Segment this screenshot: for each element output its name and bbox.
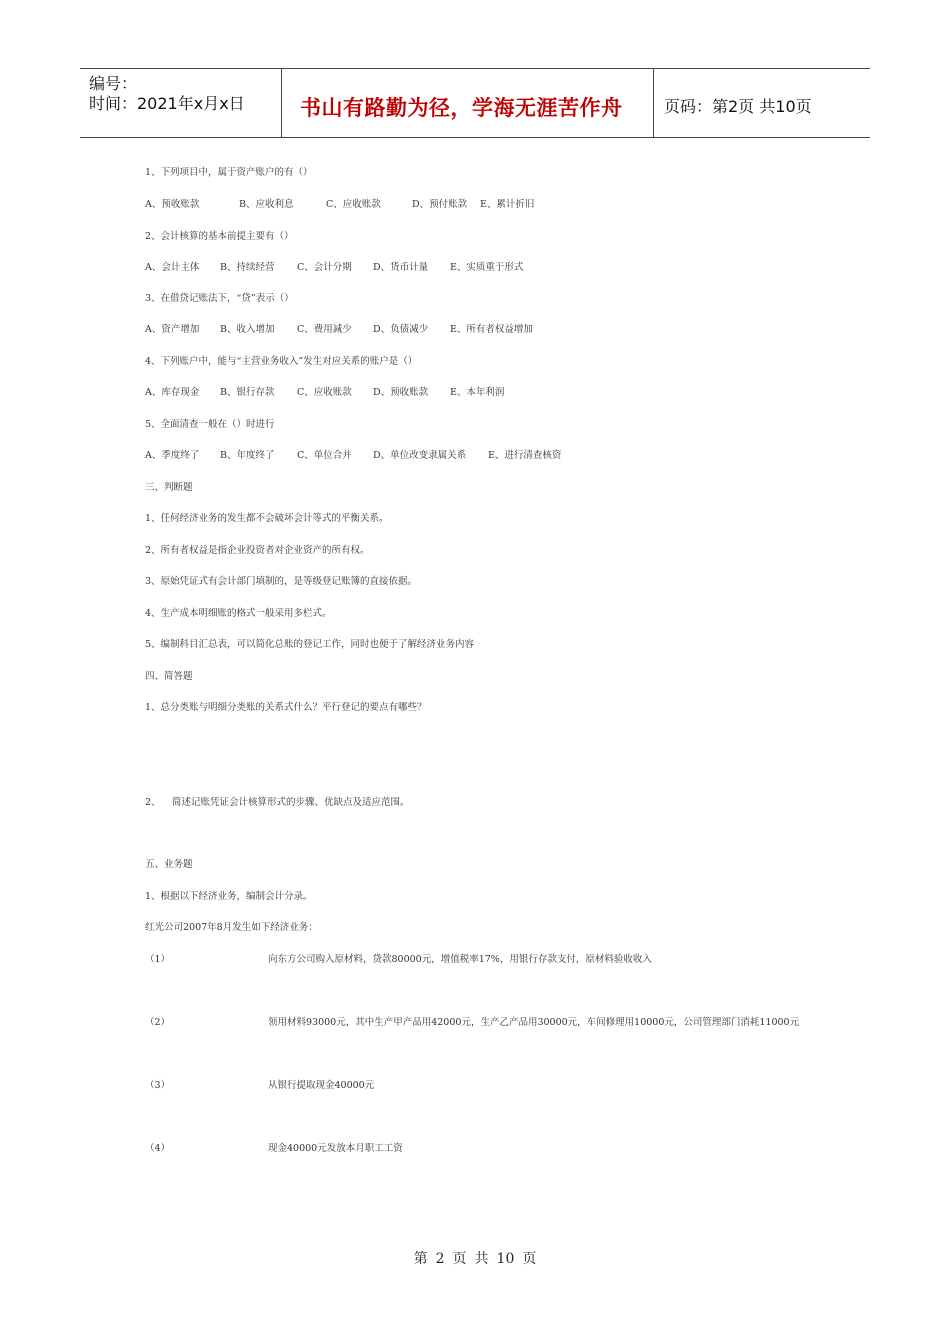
section-3-title: 三、判断题: [145, 482, 193, 493]
judgement-item-5: 5、编制科目汇总表，可以简化总账的登记工作，同时也便于了解经济业务内容: [145, 639, 475, 650]
question-4-option-a: A、库存现金: [145, 387, 200, 398]
business-item-2-text: 领用材料93000元，其中生产甲产品用42000元，生产乙产品用30000元，车间修理用10000元，公司管理部门消耗11000元: [268, 1017, 800, 1028]
short-answer-1: 1、总分类账与明细分类账的关系式什么？平行登记的要点有哪些？: [145, 702, 427, 713]
question-3-option-d: D、负债减少: [373, 324, 429, 335]
question-5-option-d: D、单位改变隶属关系: [373, 450, 467, 461]
question-2-option-d: D、货币计量: [373, 262, 429, 273]
header-motto-cell: [282, 69, 654, 137]
business-item-4-text: 现金40000元发放本月职工工资: [268, 1143, 403, 1154]
question-3-option-b: B、收入增加: [220, 324, 275, 335]
header-motto: 书山有路勤为径，学海无涯苦作舟: [300, 96, 623, 120]
business-company-line: 红光公司2007年8月发生如下经济业务：: [145, 922, 318, 933]
document-number-label: 编号：: [89, 74, 138, 93]
question-1-option-b: B、应收利息: [239, 199, 294, 210]
document-time-label: 时间：2021年x月x日: [89, 94, 245, 113]
question-2-option-a: A、会计主体: [145, 262, 200, 273]
question-4-option-e: E、本年利润: [450, 387, 505, 398]
question-5-option-c: C、单位合并: [297, 450, 352, 461]
section-5-title: 五、业务题: [145, 859, 193, 870]
question-3-option-c: C、费用减少: [297, 324, 352, 335]
question-1-option-d: D、预付账款: [412, 199, 468, 210]
page-header: [80, 68, 870, 138]
question-2-option-b: B、持续经营: [220, 262, 275, 273]
footer-gong: 共: [474, 1251, 489, 1267]
question-5-option-e: E、进行清查核资: [488, 450, 562, 461]
question-5-option-b: B、年度终了: [220, 450, 275, 461]
question-1-option-e: E、累计折旧: [480, 199, 535, 210]
business-intro: 1、根据以下经济业务，编制会计分录。: [145, 891, 313, 902]
judgement-item-2: 2、所有者权益是指企业投资者对企业资产的所有权。: [145, 545, 370, 556]
business-item-3-number: （3）: [145, 1080, 171, 1091]
footer-ye-2: 页: [522, 1251, 537, 1267]
judgement-item-3: 3、原始凭证式有会计部门填制的，是等级登记账簿的直接依据。: [145, 576, 418, 587]
section-4-title: 四、简答题: [145, 671, 193, 682]
question-1-option-c: C、应收账款: [326, 199, 381, 210]
question-4-option-b: B、银行存款: [220, 387, 275, 398]
question-2-option-e: E、实质重于形式: [450, 262, 524, 273]
business-item-4-number: （4）: [145, 1143, 171, 1154]
header-page-cell: [654, 69, 870, 137]
business-item-3-text: 从银行提取现金40000元: [268, 1080, 375, 1091]
question-4-option-d: D、预收账款: [373, 387, 429, 398]
question-4-option-c: C、应收账款: [297, 387, 352, 398]
question-3-option-a: A、资产增加: [145, 324, 200, 335]
short-answer-2-text: 简述记账凭证会计核算形式的步骤、优缺点及适应范围。: [172, 797, 410, 808]
short-answer-2-number: 2、: [145, 797, 161, 808]
judgement-item-4: 4、生产成本明细账的格式一般采用多栏式。: [145, 608, 332, 619]
question-1-option-a: A、预收账款: [145, 199, 200, 210]
footer-total-pages: 10: [496, 1251, 515, 1267]
footer-page-number: 2: [435, 1251, 445, 1267]
question-2-option-c: C、会计分期: [297, 262, 352, 273]
business-item-1-text: 向东方公司购入原材料，贷款80000元，增值税率17%，用银行存款支付，原材料验收收入: [268, 954, 652, 965]
question-5-option-a: A、季度终了: [145, 450, 200, 461]
footer-ye: 页: [452, 1251, 467, 1267]
page-footer: [0, 1248, 950, 1268]
question-1-stem: 1、下列项目中，属于资产账户的有（）: [145, 167, 313, 178]
question-3-option-e: E、所有者权益增加: [450, 324, 533, 335]
question-5-stem: 5、全面清查一般在（）时进行: [145, 419, 275, 430]
header-info-cell: [80, 69, 282, 137]
question-4-stem: 4、下列账户中，能与“主营业务收入”发生对应关系的账户是（）: [145, 356, 418, 367]
business-item-1-number: （1）: [145, 954, 171, 965]
question-2-stem: 2、会计核算的基本前提主要有（）: [145, 231, 294, 242]
judgement-item-1: 1、任何经济业务的发生都不会破坏会计等式的平衡关系。: [145, 513, 389, 524]
question-3-stem: 3、在借贷记账法下，“贷”表示（）: [145, 293, 294, 304]
footer-di: 第: [413, 1251, 428, 1267]
header-page-number: 页码：第2页 共10页: [664, 97, 812, 116]
business-item-2-number: （2）: [145, 1017, 171, 1028]
